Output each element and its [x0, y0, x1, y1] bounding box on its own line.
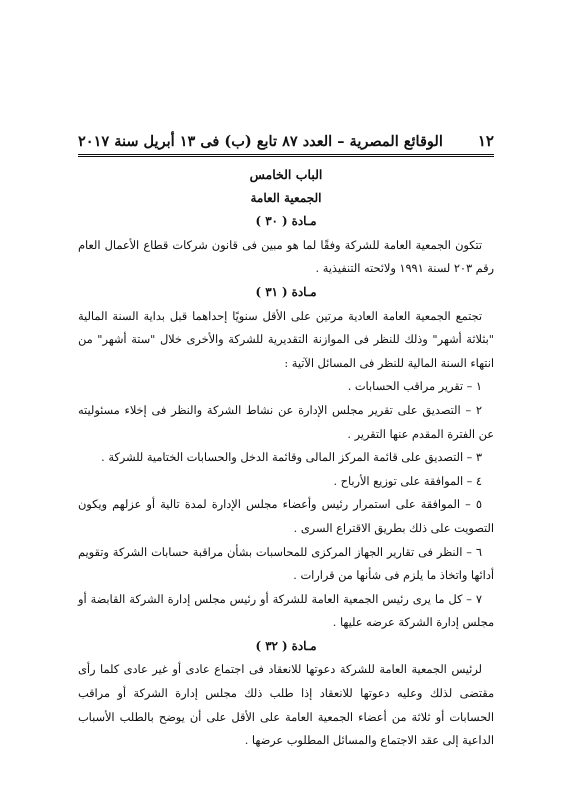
list-item: ٣ – التصديق على قائمة المركز المالى وقائمة الدخل والحسابات الختامية للشركة . [101, 451, 482, 465]
list-item: ٦ – النظر فى تقارير الجهاز المركزى للمحاسبات بشأن مراقبة حسابات الشركة وتقويم أدائها واتخاذ ما يلزم فى شأنها من قرارات . [78, 545, 494, 583]
list-item: ٥ – الموافقة على استمرار رئيس وأعضاء مجلس الإدارة لمدة تالية أو عزلهم ويكون التصويت على ذلك بطريق الاقتراع السرى . [78, 498, 494, 535]
page-number: ١٢ [477, 132, 494, 150]
list-item: ٤ – الموافقة على توزيع الأرباح . [333, 474, 482, 488]
article-paragraph: تجتمع الجمعية العامة العادية مرتين على الأقل سنويًا إحداهما قبل بداية السنة المالية "بثلاثة أشهر" وذلك للنظر فى الموازنة التقديرية للشركة والأخرى خلال "ستة أشهر" من انتهاء السنة المالية للنظر فى المسائل الآتية : [78, 309, 494, 370]
document-body [78, 163, 494, 753]
article-title: مـادة ( ٣٢ ) [255, 638, 317, 653]
chapter-title: الباب الخامس [249, 167, 323, 182]
list-item: ٢ – التصديق على تقرير مجلس الإدارة عن نشاط الشركة والنظر فى إخلاء مسئوليته عن الفترة المقدم عنها التقرير . [78, 403, 494, 441]
article-paragraph: تتكون الجمعية العامة للشركة وفقًا لما هو مبين فى قانون شركات قطاع الأعمال العام رقم ٢٠٣ لسنة ١٩٩١ ولائحته التنفيذية . [78, 238, 494, 276]
gazette-header-title: الوقائع المصرية – العدد ٨٧ تابع (ب) فى ١٣ أبريل سنة ٢٠١٧ [78, 133, 443, 150]
article-title: مـادة ( ٣١ ) [255, 284, 317, 299]
section-title: الجمعية العامة [250, 190, 322, 205]
article-title: مـادة ( ٣٠ ) [255, 214, 317, 229]
article-paragraph: لرئيس الجمعية العامة للشركة دعوتها للانعقاد فى اجتماع عادى أو غير عادى كلما رأى مقتضى لذلك وعليه دعوتها للانعقاد إذا طلب ذلك مجلس إدارة الشركة أو مراقب الحسابات أو ثلاثة من أعضاء الجمعية العامة على الأقل على أن يوضح بالطلب الأسباب الداعية إلى عقد الاجتماع والمسائل المطلوب عرضها . [78, 663, 494, 748]
list-item: ٧ – كل ما يرى رئيس الجمعية العامة للشركة أو رئيس مجلس إدارة الشركة القابضة أو مجلس إدارة الشركة عرضه عليها . [78, 592, 494, 630]
document-page [78, 132, 494, 800]
list-item: ١ – تقرير مراقب الحسابات . [347, 380, 482, 394]
page-header [78, 132, 494, 157]
